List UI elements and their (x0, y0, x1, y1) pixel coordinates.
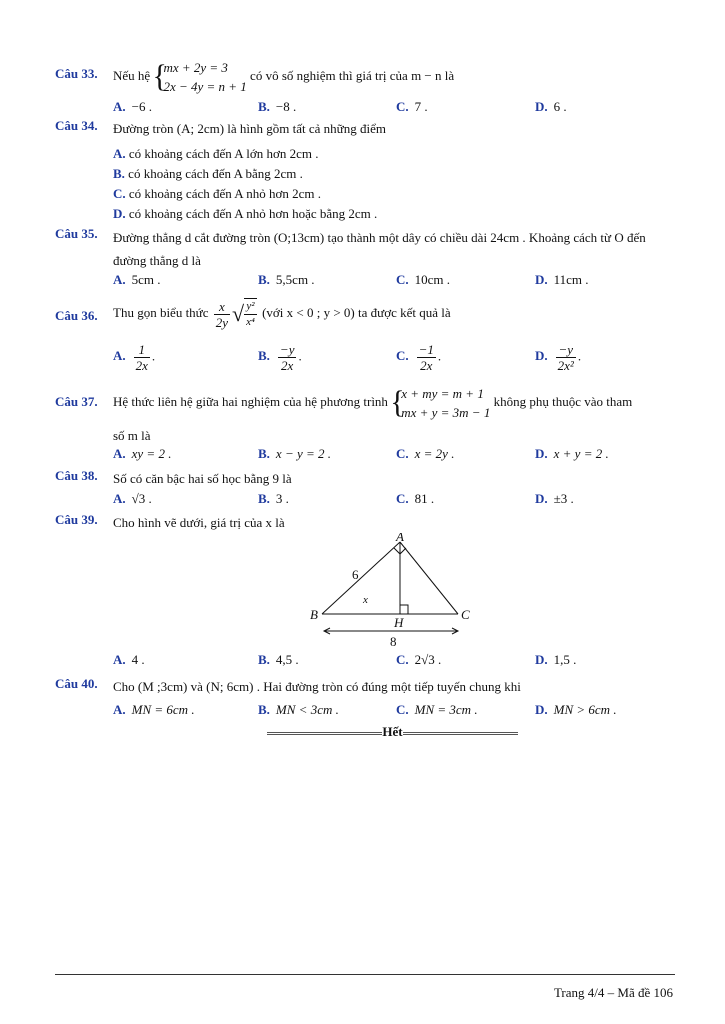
option-a[interactable]: A. 5cm . (113, 272, 161, 287)
question-text: Cho hình vẽ dưới, giá trị của x là (113, 515, 285, 530)
label-c: C (461, 607, 470, 622)
separator-line-right (403, 732, 518, 735)
option-d[interactable]: D. $\frac{-y}{\text{2x²}}$ . (535, 342, 582, 373)
question-text (113, 298, 675, 330)
option-b[interactable]: B. có khoảng cách đến A bằng 2cm . (113, 166, 303, 181)
end-text: Hết (382, 724, 403, 739)
question-text-post: có vô số nghiệm thì giá trị của m − n là (250, 67, 455, 83)
question-text-continued: số m là (113, 428, 151, 443)
option-a[interactable]: A. MN = 6cm . (113, 702, 195, 717)
option-b[interactable]: B. $\frac{-y}{2x}$ . (258, 342, 302, 373)
question-label: Câu 38. (55, 468, 98, 483)
options-row (113, 446, 675, 466)
option-b[interactable]: B. x − y = 2 . (258, 446, 332, 461)
option-b[interactable]: B. 3 . (258, 491, 289, 506)
option-d[interactable]: D. 1,5 . (535, 652, 577, 667)
options-row (113, 342, 675, 378)
option-b[interactable]: B. MN < 3cm . (258, 702, 339, 717)
equation-2: 2x − 4y = n + 1 (163, 79, 247, 94)
question-text-post: (với x < 0 ; y > 0) ta được kết quả là (262, 304, 451, 320)
question-label: Câu 40. (55, 676, 98, 691)
side-ac (400, 542, 458, 614)
question-text: Số có căn bậc hai số học bằng 9 là (113, 471, 292, 486)
option-c[interactable]: C. 81 . (396, 491, 435, 506)
option-c[interactable]: C. x = 2y . (396, 446, 455, 461)
option-c[interactable]: C. có khoảng cách đến A nhỏ hơn 2cm . (113, 186, 321, 201)
option-c[interactable]: C. 2√3 . (396, 652, 442, 667)
question-40 (55, 676, 675, 720)
option-d[interactable]: D. 11cm . (535, 272, 589, 287)
root-fraction: $\frac{\text{y²}}{\text{x⁴}}$ (246, 300, 255, 328)
question-label: Câu 34. (55, 118, 98, 133)
footer-divider (55, 974, 675, 975)
question-text-post: không phụ thuộc vào tham (493, 393, 633, 409)
equation-2: mx + y = 3m − 1 (401, 405, 491, 420)
question-35 (55, 226, 675, 292)
equation-1: { x + my = m + 1 (401, 386, 484, 401)
question-label: Câu 33. (55, 66, 98, 81)
option-d[interactable]: D. x + y = 2 . (535, 446, 609, 461)
question-label: Câu 37. (55, 394, 98, 409)
label-b: B (310, 607, 318, 622)
question-text-pre: Hệ thức liên hệ giữa hai nghiệm của hệ phương trình (113, 393, 388, 409)
option-b[interactable]: B. 5,5cm . (258, 272, 315, 287)
option-b[interactable]: B. −8 . (258, 99, 297, 114)
options-row (113, 652, 675, 672)
option-b[interactable]: B. 4,5 . (258, 652, 299, 667)
page-footer: Trang 4/4 – Mã đề 106 (553, 985, 673, 1000)
options-list (113, 144, 675, 224)
label-x: x (363, 594, 368, 606)
option-d[interactable]: D. ±3 . (535, 491, 574, 506)
option-d[interactable]: D. 6 . (535, 99, 567, 114)
options-row (113, 99, 675, 119)
option-c[interactable]: C. MN = 3cm . (396, 702, 478, 717)
question-36 (55, 298, 675, 380)
label-h: H (394, 615, 404, 630)
label-base: 8 (390, 634, 397, 649)
label-a: A (396, 533, 404, 544)
sqrt-symbol: √ (232, 301, 245, 326)
side-ab (322, 542, 400, 614)
separator-line-left (267, 732, 382, 735)
question-text (113, 58, 675, 96)
question-38 (55, 468, 675, 512)
option-a[interactable]: A. 4 . (113, 652, 145, 667)
equation-system (391, 384, 490, 422)
question-text-pre: Thu gọn biểu thức (113, 304, 209, 320)
question-34 (55, 118, 675, 223)
option-c[interactable]: C. $\frac{-1}{2x}$ . (396, 342, 442, 373)
option-c[interactable]: C. 10cm . (396, 272, 451, 287)
options-row (113, 491, 675, 511)
option-c[interactable]: C. 7 . (396, 99, 428, 114)
triangle-figure (308, 533, 478, 651)
question-37 (55, 384, 675, 466)
question-text: Đường tròn (A; 2cm) là hình gồm tất cả những điểm (113, 121, 386, 136)
question-label: Câu 36. (55, 308, 98, 323)
option-a[interactable]: A. có khoảng cách đến A lớn hơn 2cm . (113, 146, 319, 161)
right-angle-mark-h (400, 605, 408, 614)
options-row (113, 702, 675, 722)
option-a[interactable]: A. √3 . (113, 491, 152, 506)
equation-1: { mx + 2y = 3 (163, 60, 228, 75)
option-d[interactable]: D. có khoảng cách đến A nhỏ hơn hoặc bằng 2cm . (113, 206, 378, 221)
label-side-ab: 6 (352, 567, 359, 582)
option-a[interactable]: A. xy = 2 . (113, 446, 172, 461)
end-separator (250, 724, 535, 740)
option-a[interactable]: A. $\frac{1}{2x}$ . (113, 342, 156, 373)
fraction: $\frac{x}{2y}$ (215, 298, 229, 330)
options-row (113, 272, 675, 292)
option-d[interactable]: D. MN > 6cm . (535, 702, 617, 717)
equation-system (153, 58, 246, 96)
question-text: Đường thẳng d cắt đường tròn (O;13cm) tạo thành một dây có chiều dài 24cm . Khoảng cách từ O đến đường thẳng d là (113, 230, 646, 268)
question-text-pre: Nếu hệ (113, 67, 151, 83)
question-label: Câu 39. (55, 512, 98, 527)
question-text (113, 384, 675, 422)
question-text: Cho (M ;3cm) và (N; 6cm) . Hai đường tròn có đúng một tiếp tuyến chung khi (113, 679, 521, 694)
question-label: Câu 35. (55, 226, 98, 241)
option-a[interactable]: A. −6 . (113, 99, 152, 114)
